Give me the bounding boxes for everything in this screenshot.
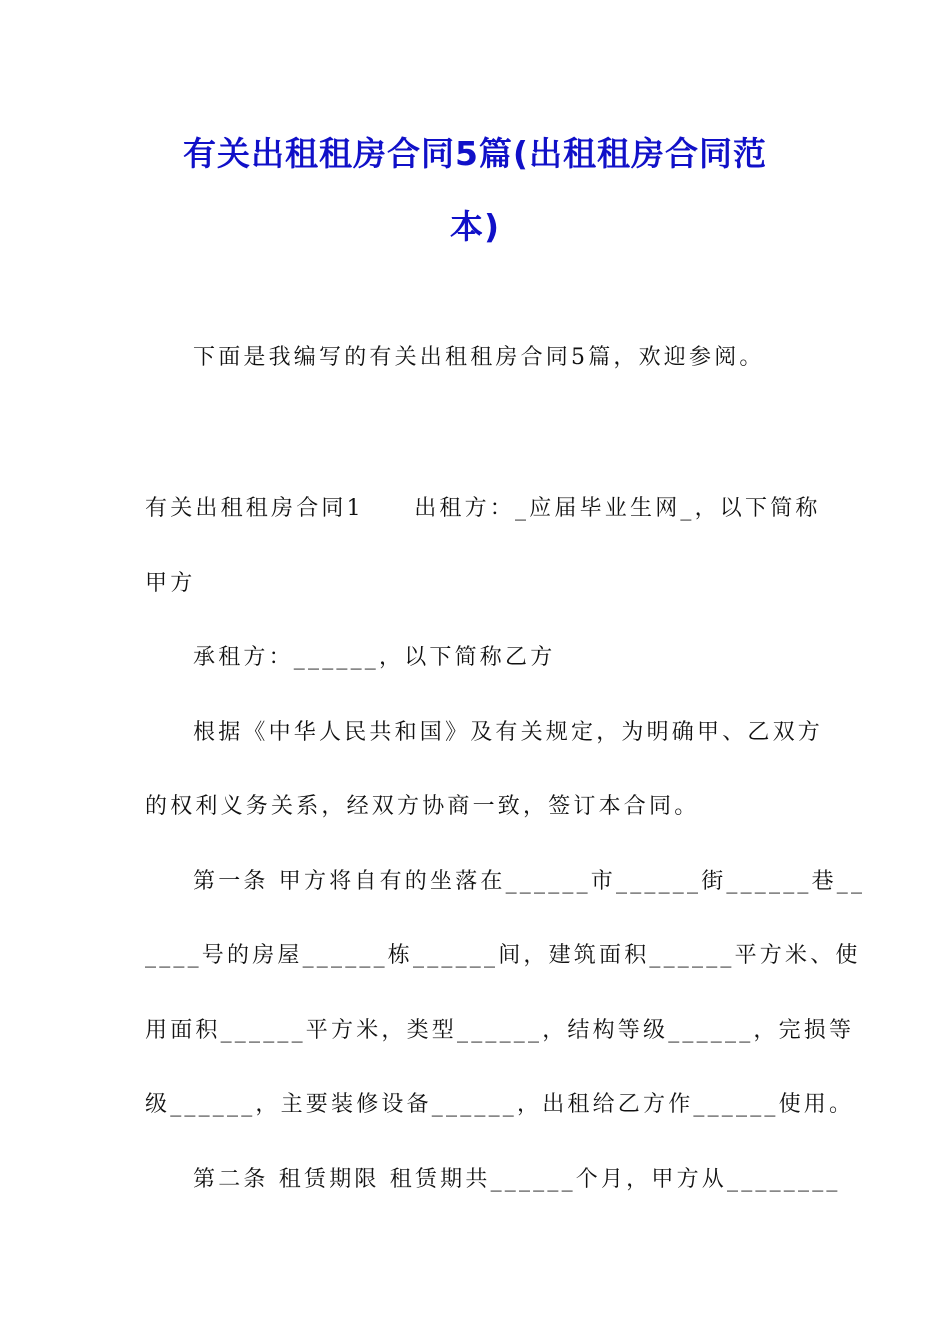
body-line: 用面积______平方米，类型______，结构等级______，完损等 [145, 1018, 855, 1043]
document-title-line-2: 本) [449, 207, 501, 246]
body-line: 甲方 [145, 571, 196, 596]
body-line: 第一条 甲方将自有的坐落在______市______街______巷__ [193, 869, 866, 894]
body-line: 的权利义务关系，经双方协商一致，签订本合同。 [145, 794, 700, 819]
body-line: 第二条 租赁期限 租赁期共______个月，甲方从________ [193, 1167, 841, 1192]
body-line: 级______，主要装修设备______，出租给乙方作______使用。 [145, 1092, 855, 1117]
body-line: 根据《中华人民共和国》及有关规定，为明确甲、乙双方 [193, 720, 824, 745]
body-line: ____号的房屋______栋______间，建筑面积______平方米、使 [145, 943, 861, 968]
document-title-line-1: 有关出租租房合同5篇(出租租房合同范 [182, 134, 768, 173]
intro-paragraph: 下面是我编写的有关出租租房合同5篇，欢迎参阅。 [193, 345, 765, 370]
body-line: 有关出租租房合同1 出租方：_应届毕业生网_，以下简称 [145, 496, 821, 521]
body-line: 承租方：______，以下简称乙方 [193, 645, 556, 670]
